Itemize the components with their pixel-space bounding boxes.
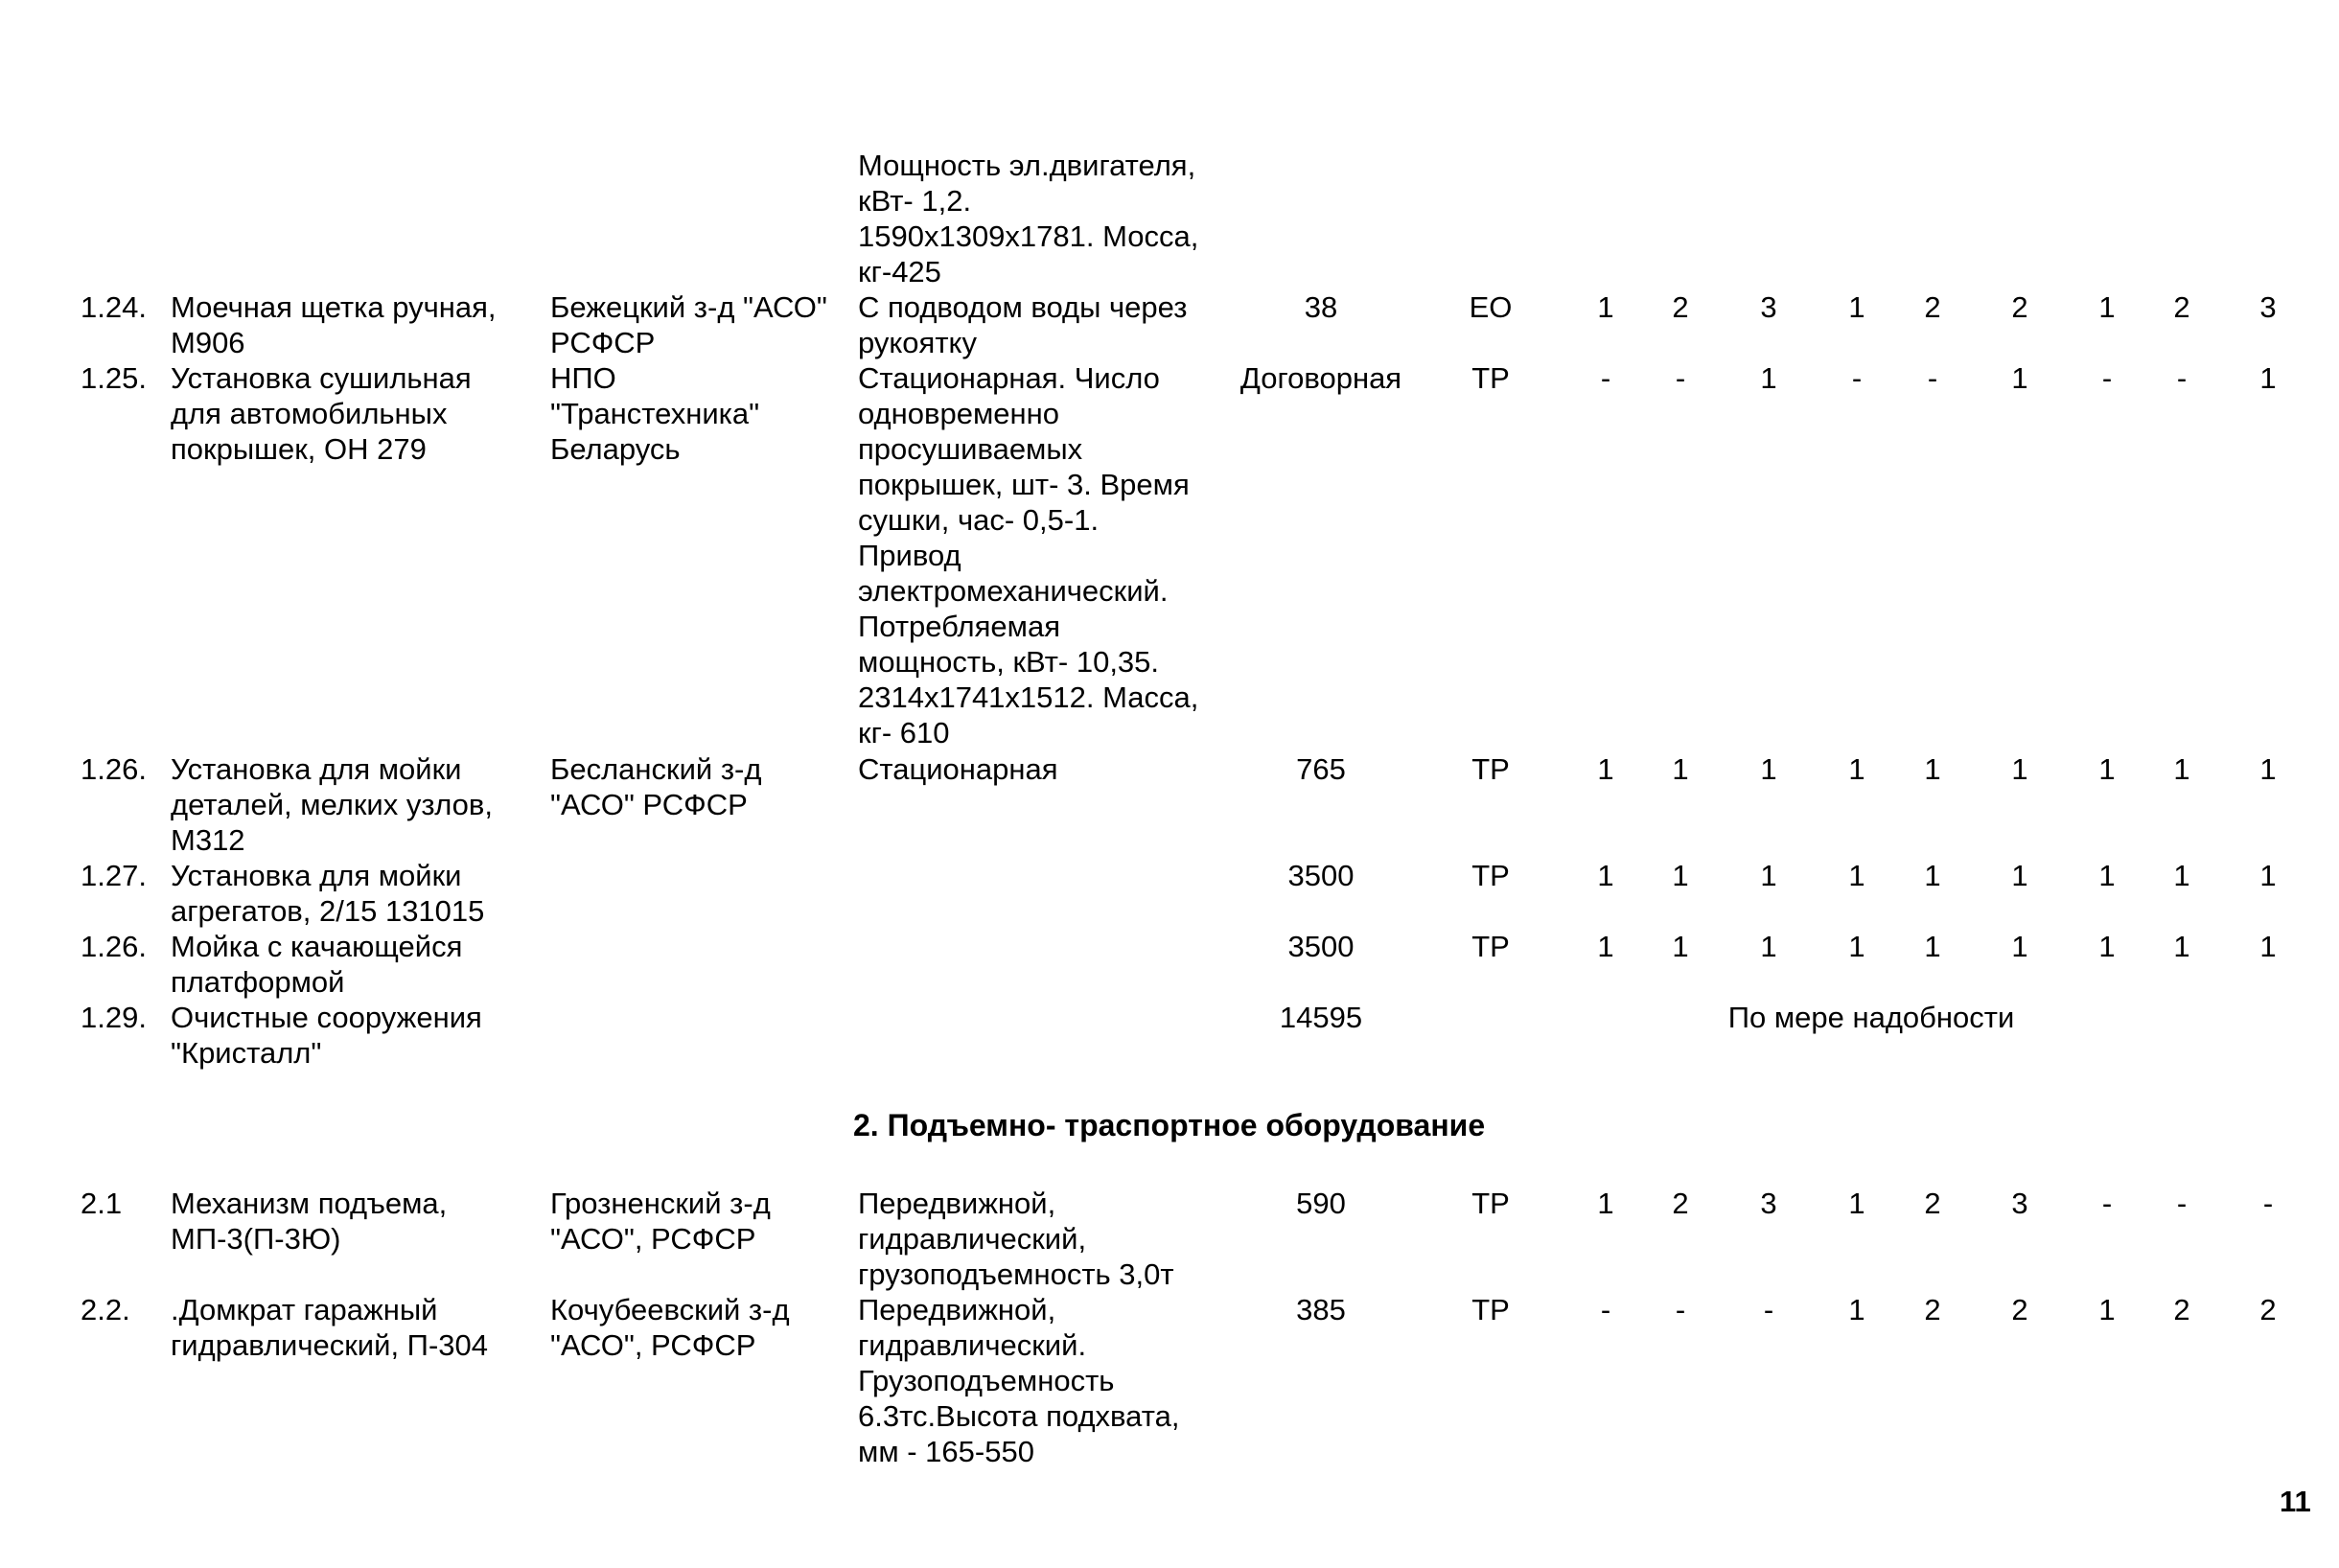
maintenance-type: ТР (1471, 859, 1510, 892)
price: 3500 (1287, 930, 1355, 963)
quantity-cell: - (2101, 361, 2113, 395)
quantity-cell: 1 (1848, 859, 1865, 892)
price: 590 (1296, 1187, 1346, 1220)
spec-line: Стационарная (858, 752, 1058, 786)
item-name: агрегатов, 2/15 131015 (171, 894, 485, 928)
spec-line: 6.3тс.Высота подхвата, (858, 1399, 1180, 1433)
manufacturer: "Транстехника" (550, 397, 760, 430)
manufacturer: НПО (550, 361, 616, 395)
quantity-cell: 1 (1597, 290, 1614, 324)
price: 3500 (1287, 859, 1355, 892)
quantity-cell: 2 (1924, 290, 1941, 324)
item-name: деталей, мелких узлов, (171, 788, 493, 821)
spec-line: мм - 165-550 (858, 1435, 1034, 1468)
quantity-cell: 2 (1672, 290, 1689, 324)
quantity-cell: 1 (2173, 930, 2190, 963)
spec-line: гидравлический, (858, 1222, 1087, 1256)
item-name: МП-3(П-3Ю) (171, 1222, 341, 1256)
item-name: платформой (171, 965, 345, 999)
item-name: Моечная щетка ручная, (171, 290, 497, 324)
quantity-cell: 1 (1672, 930, 1689, 963)
spec-line: грузоподъемность 3,0т (858, 1257, 1174, 1291)
spec-line: сушки, час- 0,5-1. (858, 503, 1100, 537)
maintenance-type: ТР (1471, 1187, 1510, 1220)
maintenance-type: ТР (1471, 1293, 1510, 1326)
item-name: Установка для мойки (171, 859, 462, 892)
manufacturer: "АСО", РСФСР (550, 1222, 756, 1256)
quantity-cell: 1 (1760, 930, 1777, 963)
item-name: М312 (171, 823, 245, 857)
quantity-cell: 1 (2259, 752, 2277, 786)
quantity-cell: 2 (1924, 1187, 1941, 1220)
item-name: Мойка с качающейся (171, 930, 463, 963)
quantity-cell: - (1600, 361, 1611, 395)
price: 385 (1296, 1293, 1346, 1326)
price: Договорная (1239, 361, 1402, 395)
quantity-cell: 2 (2011, 290, 2028, 324)
spec-line: гидравлический. (858, 1328, 1087, 1362)
quantity-cell: - (1927, 361, 1938, 395)
maintenance-type: ТР (1471, 930, 1510, 963)
manufacturer: Бежецкий з-д "АСО" (550, 290, 827, 324)
quantity-cell: 1 (1672, 859, 1689, 892)
quantity-cell: - (1675, 1293, 1686, 1326)
quantity-cell: 1 (2173, 859, 2190, 892)
quantity-cell: 1 (1924, 930, 1941, 963)
quantity-cell: 1 (1848, 752, 1865, 786)
quantity-cell: 1 (1924, 752, 1941, 786)
quantity-cell: 1 (1760, 752, 1777, 786)
spec-line: одновременно (858, 397, 1059, 430)
price: 765 (1296, 752, 1346, 786)
item-name: покрышек, ОН 279 (171, 432, 427, 466)
item-number: 2.2. (81, 1293, 130, 1326)
quantity-cell: 3 (1760, 290, 1777, 324)
quantity-cell: 1 (2098, 859, 2116, 892)
item-name: .Домкрат гаражный (171, 1293, 438, 1326)
quantity-cell: 1 (2173, 752, 2190, 786)
spec-line: мощность, кВт- 10,35. (858, 645, 1160, 679)
item-number: 1.26. (81, 930, 147, 963)
quantity-cell: 2 (1924, 1293, 1941, 1326)
spec-line: покрышек, шт- 3. Время (858, 468, 1190, 501)
quantity-cell: 1 (2259, 361, 2277, 395)
quantity-cell: 1 (1848, 930, 1865, 963)
manufacturer: Беларусь (550, 432, 681, 466)
quantity-cell: 1 (2098, 290, 2116, 324)
quantity-cell: 1 (1597, 752, 1614, 786)
item-number: 2.1 (81, 1187, 123, 1220)
spec-line: рукоятку (858, 326, 977, 359)
spec-line: Передвижной, (858, 1293, 1056, 1326)
quantity-cell: - (1851, 361, 1863, 395)
item-name: "Кристалл" (171, 1036, 322, 1070)
quantity-cell: 1 (1597, 1187, 1614, 1220)
price: 14595 (1279, 1001, 1363, 1034)
quantity-cell: 2 (2259, 1293, 2277, 1326)
spec-line: Мощность эл.двигателя, (858, 149, 1196, 182)
item-number: 1.27. (81, 859, 147, 892)
quantity-cell: 1 (2259, 930, 2277, 963)
item-number: 1.25. (81, 361, 147, 395)
spec-line: 1590x1309x1781. Мосса, (858, 219, 1199, 253)
item-number: 1.29. (81, 1001, 147, 1034)
note: По мере надобности (1727, 1001, 2015, 1034)
quantity-cell: 2 (2173, 290, 2190, 324)
quantity-cell: 1 (1924, 859, 1941, 892)
quantity-cell: 1 (1597, 930, 1614, 963)
spec-line: С подводом воды через (858, 290, 1188, 324)
maintenance-type: ТР (1471, 361, 1510, 395)
quantity-cell: - (2176, 361, 2188, 395)
spec-line: просушиваемых (858, 432, 1083, 466)
quantity-cell: 2 (1672, 1187, 1689, 1220)
manufacturer: "АСО", РСФСР (550, 1328, 756, 1362)
quantity-cell: 1 (1672, 752, 1689, 786)
item-name: Механизм подъема, (171, 1187, 448, 1220)
quantity-cell: 1 (2011, 752, 2028, 786)
quantity-cell: 1 (1848, 1187, 1865, 1220)
quantity-cell: - (1675, 361, 1686, 395)
item-name: Очистные сооружения (171, 1001, 482, 1034)
spec-line: кг- 610 (858, 716, 950, 749)
quantity-cell: 1 (2011, 361, 2028, 395)
manufacturer: "АСО" РСФСР (550, 788, 748, 821)
quantity-cell: 1 (1848, 290, 1865, 324)
spec-line: кг-425 (858, 255, 941, 288)
price: 38 (1304, 290, 1338, 324)
manufacturer: Грозненский з-д (550, 1187, 771, 1220)
quantity-cell: - (1763, 1293, 1774, 1326)
spec-line: Стационарная. Число (858, 361, 1160, 395)
quantity-cell: 3 (2259, 290, 2277, 324)
quantity-cell: 1 (1848, 1293, 1865, 1326)
item-name: для автомобильных (171, 397, 448, 430)
quantity-cell: - (2262, 1187, 2274, 1220)
item-name: Установка для мойки (171, 752, 462, 786)
spec-line: Грузоподъемность (858, 1364, 1115, 1397)
spec-line: 2314x1741x1512. Масса, (858, 680, 1199, 714)
maintenance-type: ЕО (1469, 290, 1513, 324)
maintenance-type: ТР (1471, 752, 1510, 786)
quantity-cell: 1 (1760, 859, 1777, 892)
quantity-cell: 1 (1760, 361, 1777, 395)
item-number: 1.26. (81, 752, 147, 786)
quantity-cell: 1 (2011, 930, 2028, 963)
manufacturer: Кочубеевский з-д (550, 1293, 790, 1326)
quantity-cell: 3 (2011, 1187, 2028, 1220)
spec-line: Привод (858, 539, 961, 572)
page-number: 11 (2280, 1485, 2311, 1518)
manufacturer: Бесланский з-д (550, 752, 762, 786)
quantity-cell: 1 (2098, 752, 2116, 786)
spec-line: Потребляемая (858, 610, 1060, 643)
quantity-cell: - (1600, 1293, 1611, 1326)
quantity-cell: - (2101, 1187, 2113, 1220)
item-name: М906 (171, 326, 245, 359)
spec-line: электромеханический. (858, 574, 1169, 608)
quantity-cell: 1 (2259, 859, 2277, 892)
item-name: Установка сушильная (171, 361, 472, 395)
quantity-cell: 2 (2011, 1293, 2028, 1326)
item-number: 1.24. (81, 290, 147, 324)
quantity-cell: 1 (1597, 859, 1614, 892)
spec-line: кВт- 1,2. (858, 184, 972, 218)
quantity-cell: 1 (2011, 859, 2028, 892)
manufacturer: РСФСР (550, 326, 656, 359)
quantity-cell: - (2176, 1187, 2188, 1220)
quantity-cell: 1 (2098, 1293, 2116, 1326)
quantity-cell: 2 (2173, 1293, 2190, 1326)
item-name: гидравлический, П-304 (171, 1328, 488, 1362)
spec-line: Передвижной, (858, 1187, 1056, 1220)
quantity-cell: 1 (2098, 930, 2116, 963)
section-title: 2. Подъемно- траспортное оборудование (853, 1108, 1486, 1142)
quantity-cell: 3 (1760, 1187, 1777, 1220)
